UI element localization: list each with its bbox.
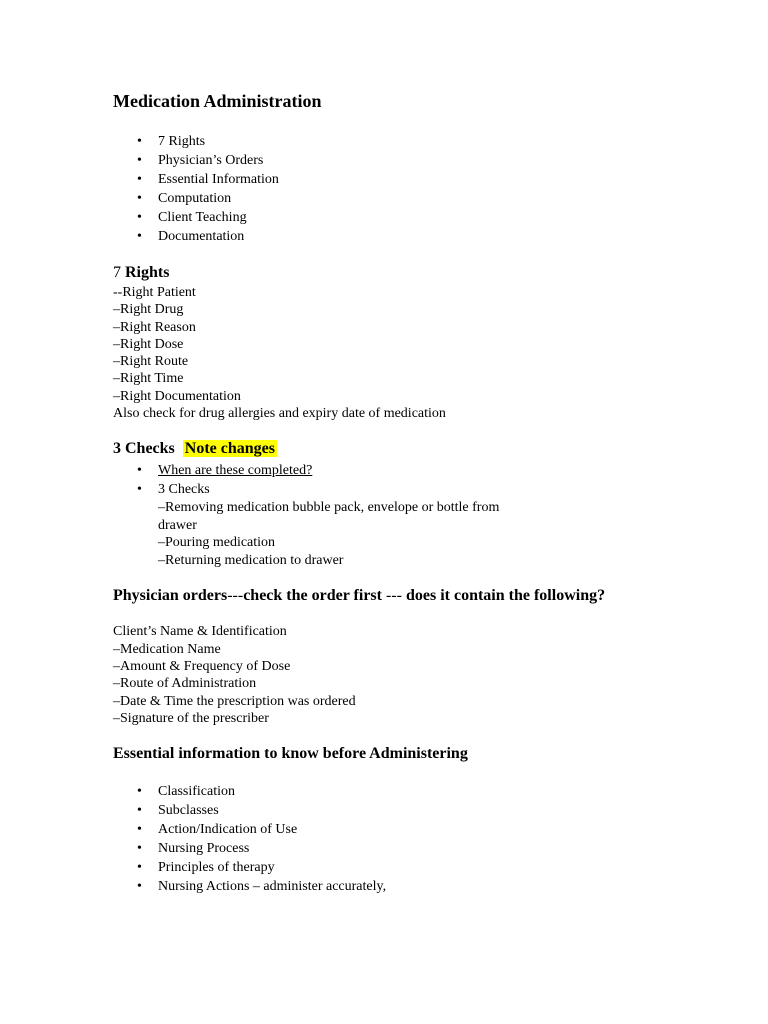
list-item: • Documentation	[137, 229, 245, 244]
note-changes-highlight: Note changes	[184, 440, 275, 458]
list-item: –Pouring medication	[158, 535, 276, 551]
list-item: • 3 Checks	[137, 482, 210, 498]
list-item: • Computation	[137, 191, 232, 206]
list-item: • Subclasses	[137, 803, 219, 819]
orders-heading: Physician orders---check the order first --- does it contain the following?	[113, 587, 606, 605]
bullet-icon: •	[137, 134, 142, 149]
bullet-icon: •	[137, 784, 142, 800]
page-title: Medication Administration	[113, 91, 322, 111]
bullet-icon: •	[137, 191, 142, 206]
bullet-icon: •	[137, 860, 142, 876]
list-item: • Principles of therapy	[137, 860, 275, 876]
list-item: –Right Time	[113, 371, 184, 387]
essential-heading: Essential information to know before Administering	[113, 745, 468, 763]
list-item: –Right Reason	[113, 319, 196, 335]
rights-heading: 7 Rights	[113, 264, 170, 281]
rights-list	[113, 284, 713, 422]
list-item: drawer	[158, 517, 197, 533]
document-page	[113, 88, 713, 896]
list-item: • Action/Indication of Use	[137, 822, 298, 838]
bullet-icon: •	[137, 803, 142, 819]
list-item: –Right Drug	[113, 302, 184, 318]
checks-heading: 3 Checks Note changes	[113, 440, 275, 458]
bullet-icon: •	[137, 153, 142, 168]
list-item: –Amount & Frequency of Dose	[113, 658, 291, 674]
list-item: • When are these completed?	[137, 463, 313, 479]
list-item: • Physician’s Orders	[137, 153, 264, 168]
bullet-icon: •	[137, 172, 142, 187]
list-item: • Nursing Actions – administer accurately,	[137, 879, 387, 895]
essential-list	[113, 782, 713, 896]
orders-list	[113, 623, 713, 727]
list-item: --Right Patient	[113, 285, 196, 300]
list-item: –Right Route	[113, 354, 189, 370]
list-item: • Essential Information	[137, 172, 279, 187]
bullet-icon: •	[137, 879, 142, 895]
bullet-icon: •	[137, 841, 142, 857]
bullet-icon: •	[137, 822, 142, 838]
list-item: –Right Documentation	[113, 388, 241, 404]
rights-note: Also check for drug allergies and expiry date of medication	[113, 406, 446, 422]
list-item: –Right Dose	[113, 336, 184, 352]
list-item: • Client Teaching	[137, 210, 247, 225]
list-item: • Nursing Process	[137, 841, 250, 857]
bullet-icon: •	[137, 210, 142, 225]
bullet-icon: •	[137, 482, 142, 498]
list-item: • Classification	[137, 784, 235, 800]
checks-list	[113, 461, 713, 499]
list-item: –Returning medication to drawer	[158, 552, 344, 568]
list-item: –Signature of the prescriber	[113, 710, 269, 726]
checks-sub-list	[113, 499, 713, 569]
bullet-icon: •	[137, 463, 142, 479]
list-item: –Route of Administration	[113, 676, 257, 692]
list-item: • 7 Rights	[137, 134, 206, 149]
bullet-icon: •	[137, 229, 142, 244]
list-item: Client’s Name & Identification	[113, 624, 287, 640]
list-item: –Date & Time the prescription was ordered	[113, 693, 356, 709]
list-item: –Removing medication bubble pack, envelope or bottle from	[158, 500, 500, 516]
list-item: –Medication Name	[113, 641, 221, 657]
overview-list	[113, 132, 713, 246]
